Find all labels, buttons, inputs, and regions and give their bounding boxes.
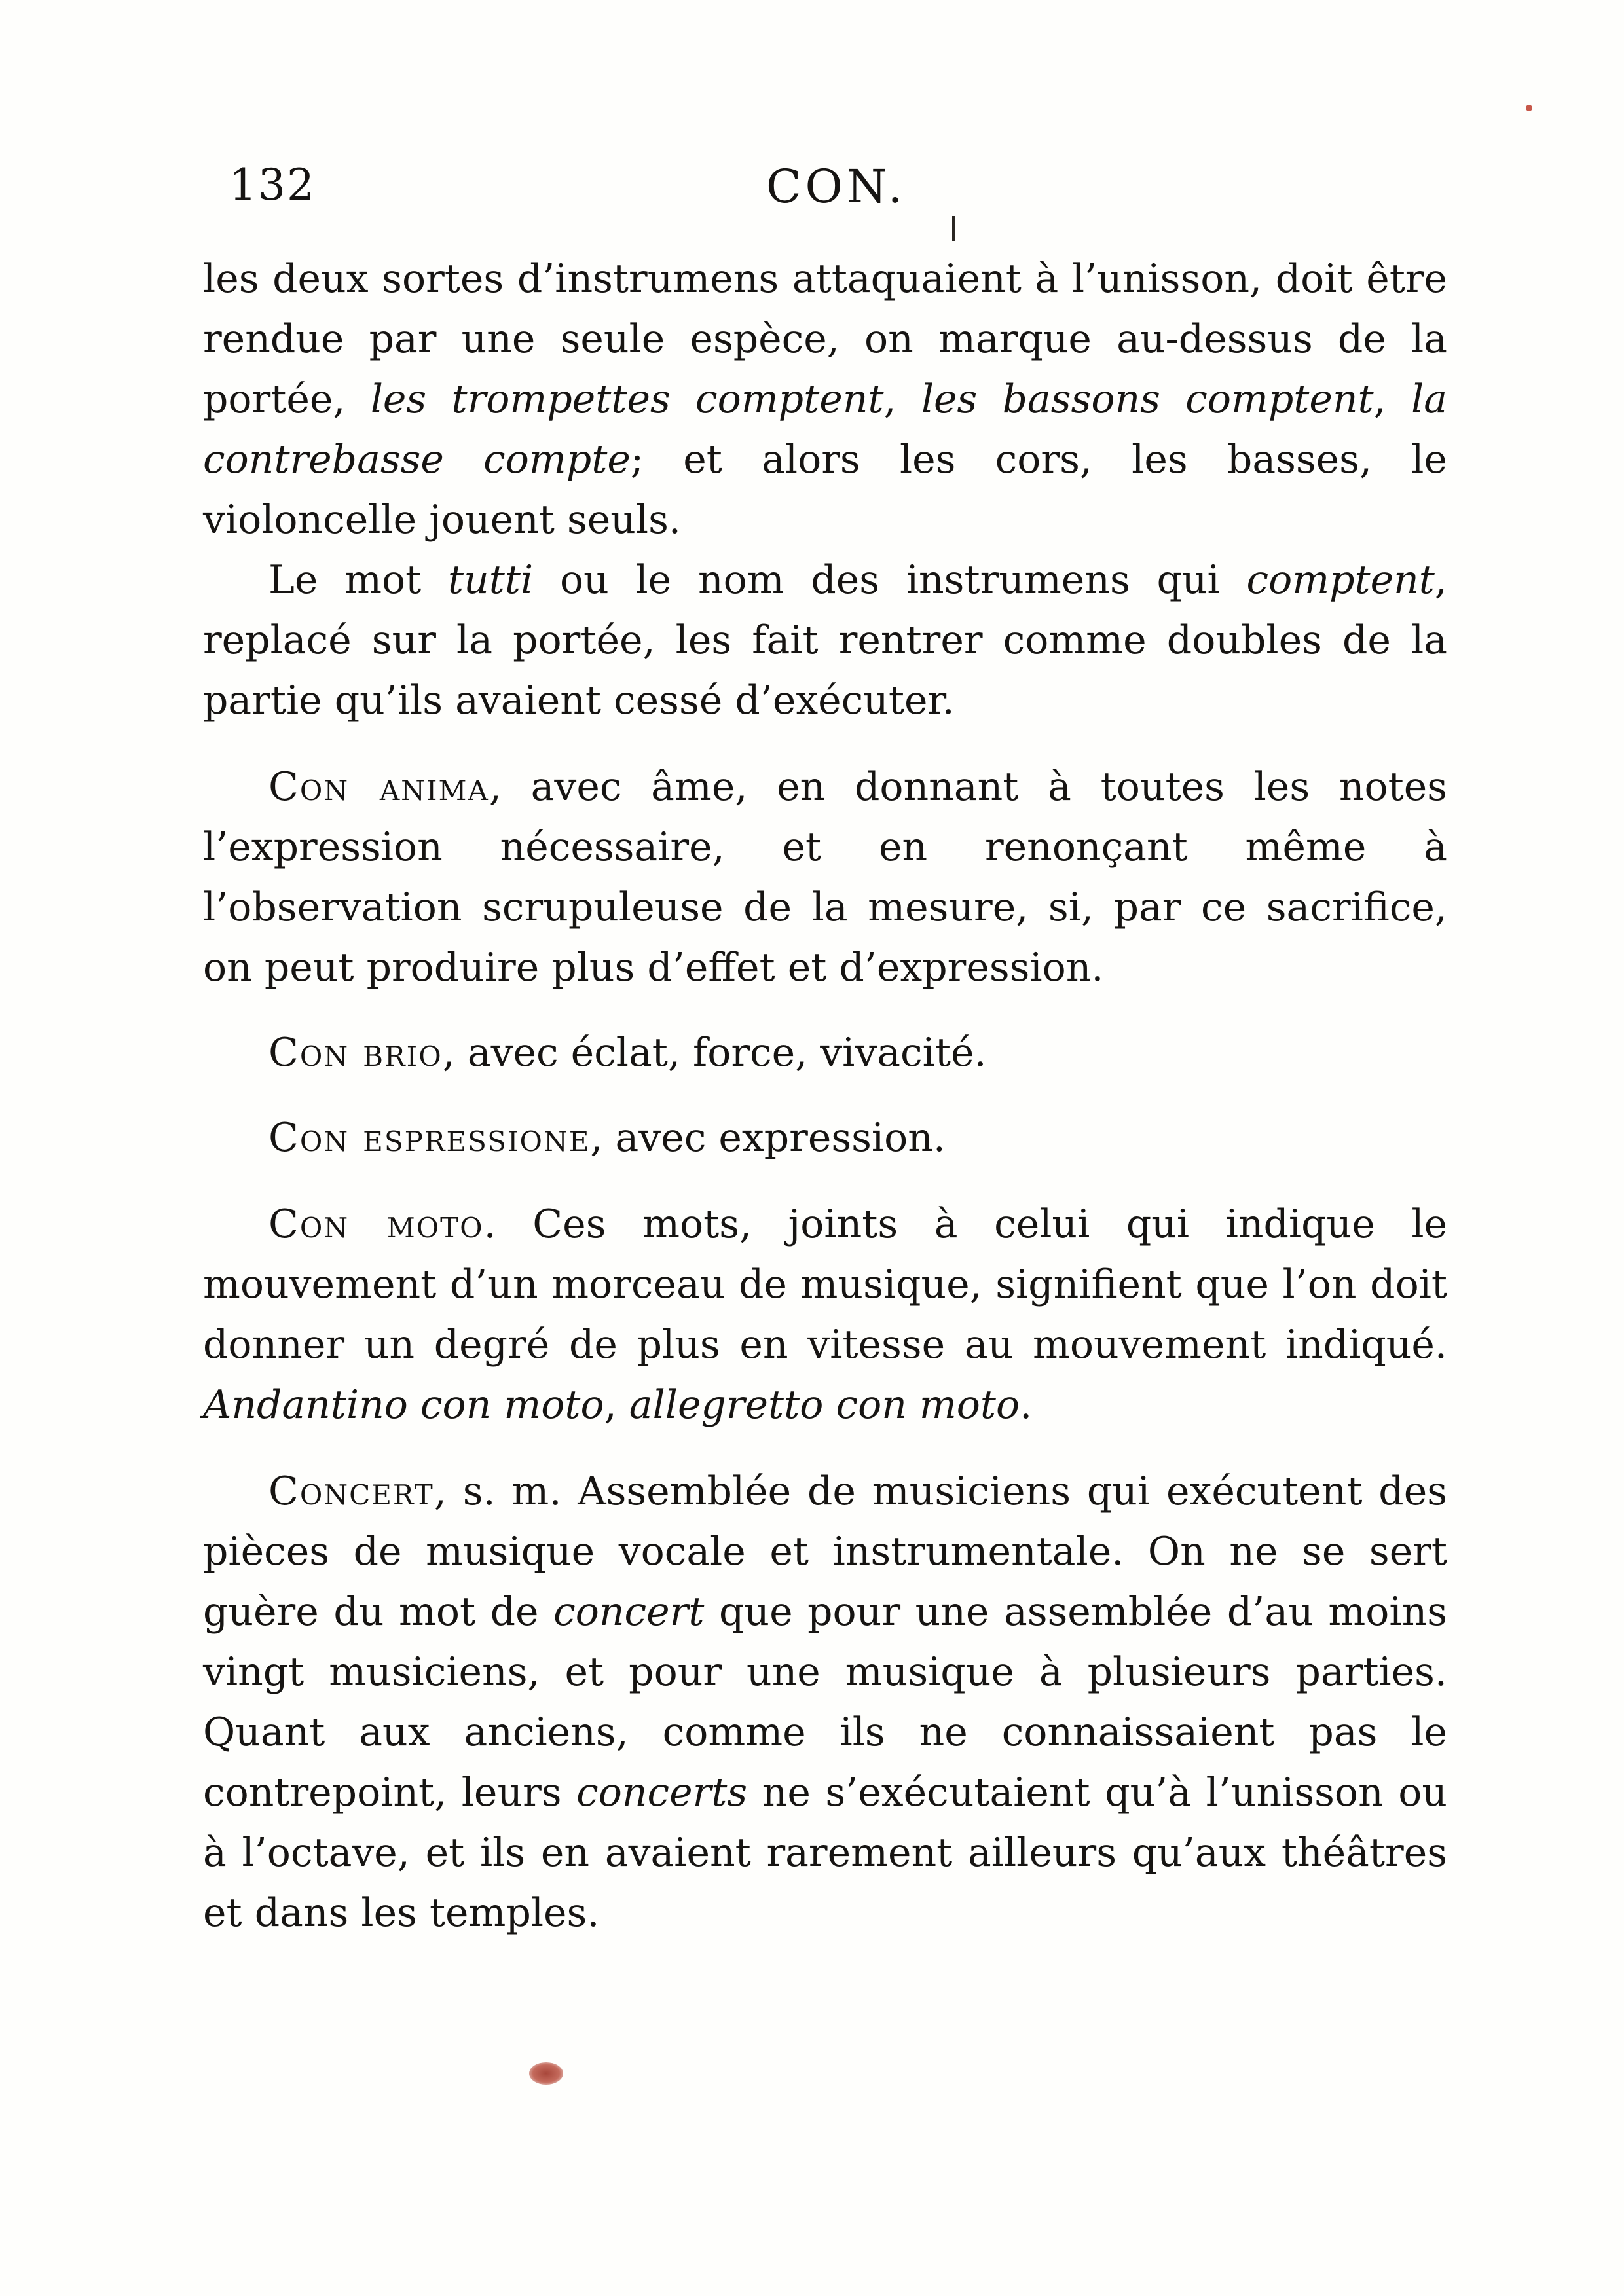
entry-term: Con espressione [268, 1115, 591, 1161]
entry-term: Con anima [268, 764, 489, 810]
entry-term: Con moto [268, 1201, 484, 1247]
italic-run: les trompettes comptent [370, 376, 884, 422]
page-number: 132 [229, 160, 316, 210]
ink-speck [1526, 105, 1532, 111]
text-run: . Ces mots, joints à celui qui indique le mouvement d’un morceau de musique, signifient que l’on doit donner un degré de plus en vitesse au mouvement indiqué. [203, 1201, 1448, 1368]
italic-run: allegretto con moto [629, 1382, 1020, 1428]
entry-term: Con brio [268, 1030, 443, 1076]
italic-run: tutti [448, 557, 534, 603]
text-run: ; et alors les cors, les basses, le violoncelle jouent seuls. [203, 437, 1447, 543]
italic-run: comptent [1246, 557, 1435, 603]
entry-term: Concert [268, 1468, 434, 1514]
text-run: les deux sortes d’instrumens attaquaient à l’unisson, doit être rendue par une seule espèce, on marque au-dessus de la portée, [203, 256, 1447, 422]
italic-run: Andantino con moto [203, 1382, 604, 1428]
ink-mark [952, 216, 955, 241]
body-text [203, 249, 1447, 1943]
page-header [229, 160, 1460, 236]
text-run: , s. m. Assemblée de musiciens qui exécutent des pièces de musique vocale et instrumentale. On ne se sert guère du mot de [203, 1468, 1447, 1635]
text-run: , replacé sur la portée, les fait rentrer comme doubles de la partie qu’ils avaient cessé d’exécuter. [203, 557, 1447, 723]
entry-definition: , avec expression. [590, 1115, 946, 1161]
entry-con-moto [203, 1194, 1447, 1435]
entry-definition: , avec éclat, force, vivacité. [442, 1030, 987, 1076]
text-run: ou le nom des instrumens qui [533, 557, 1247, 603]
italic-run: la contrebasse compte [203, 376, 1447, 483]
tutti-paragraph [203, 550, 1447, 731]
text-run: Le mot [268, 557, 449, 603]
entry-con-anima [203, 757, 1447, 998]
text-run: , [883, 376, 921, 422]
text-run: , [1373, 376, 1412, 422]
entry-con-espressione [203, 1108, 1447, 1168]
continuation-paragraph [203, 249, 1447, 550]
italic-run: concert [553, 1589, 705, 1635]
text-run: que pour une assemblée d’au moins vingt musiciens, et pour une musique à plusieurs parties. Quant aux anciens, comme ils ne connaissaient pas le contrepoint, leurs [203, 1589, 1448, 1815]
entry-con-brio [203, 1023, 1447, 1083]
text-run: . [1020, 1382, 1033, 1428]
running-head: CON. [766, 160, 906, 213]
italic-run: concerts [576, 1770, 748, 1815]
italic-run: les bassons comptent [921, 376, 1374, 422]
text-run: ne s’exécutaient qu’à l’unisson ou à l’octave, et ils en avaient rarement ailleurs qu’aux théâtres et dans les temples. [203, 1770, 1447, 1936]
stain-spot [529, 2062, 563, 2085]
text-run: , [604, 1382, 629, 1428]
entry-concert [203, 1461, 1447, 1943]
entry-definition: , avec âme, en donnant à toutes les notes l’expression nécessaire, et en renonçant même à l’observation scrupuleuse de la mesure, si, par ce sacrifice, on peut produire plus d’effet et d’expression. [203, 764, 1448, 991]
